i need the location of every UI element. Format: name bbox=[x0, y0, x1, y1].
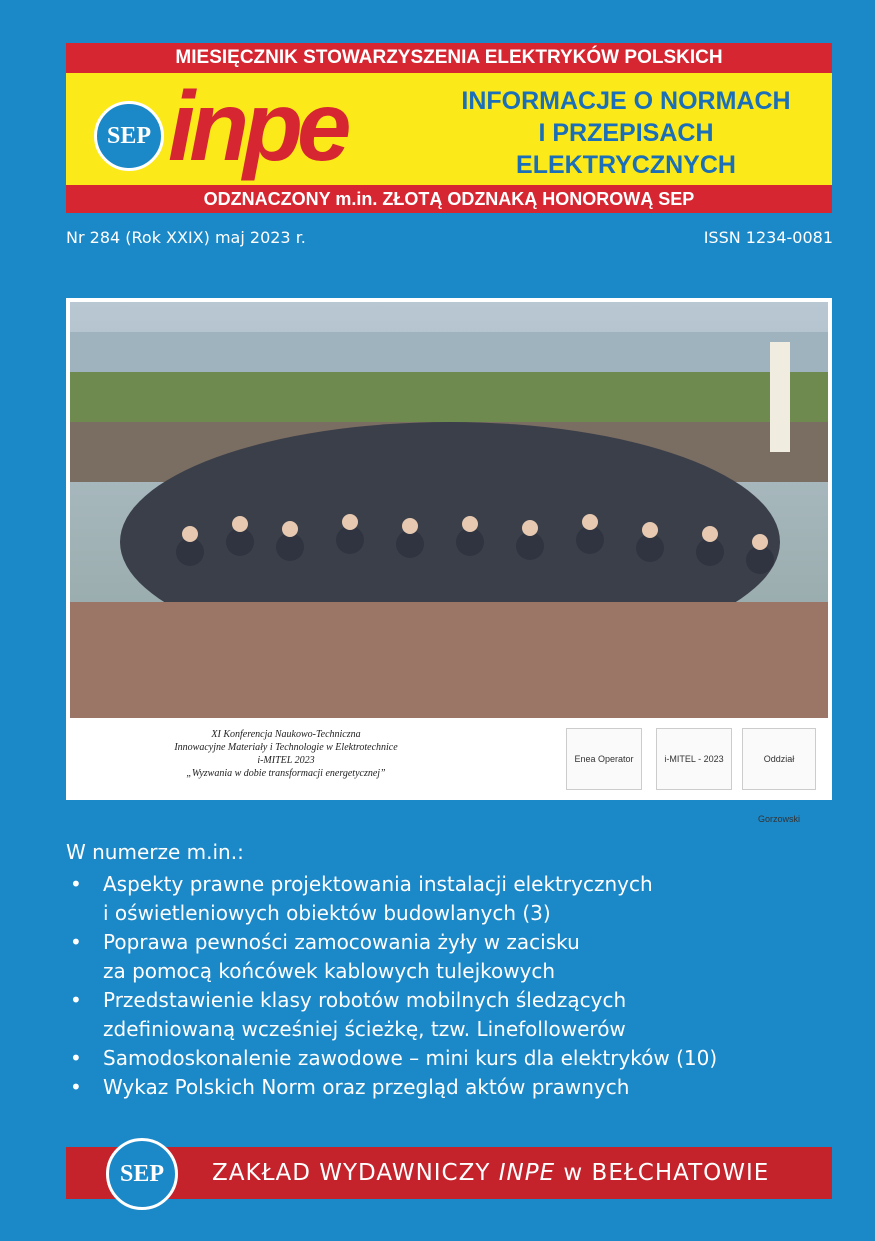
list-item-line: • Przedstawienie klasy robotów mobilnych śledzących bbox=[103, 988, 627, 1012]
caption-line: i-MITEL 2023 bbox=[257, 755, 315, 766]
list-item-line: • Aspekty prawne projektowania instalacji elektrycznych bbox=[103, 872, 653, 896]
publisher-name-post: w BEŁCHATOWIE bbox=[555, 1160, 770, 1186]
list-item-line: za pomocą końcówek kablowych tulejkowych bbox=[103, 959, 556, 983]
cover-photo bbox=[66, 298, 832, 824]
publisher-name-brand: INPE bbox=[498, 1160, 556, 1186]
list-item bbox=[66, 986, 846, 1044]
publisher-footer bbox=[66, 1147, 832, 1199]
list-item bbox=[66, 870, 846, 928]
sep-logo-icon: SEP bbox=[94, 101, 164, 171]
list-item-line: • Samodoskonalenie zawodowe – mini kurs dla elektryków (10) bbox=[103, 1046, 718, 1070]
caption-line: „Wyzwania w dobie transformacji energetycznej” bbox=[186, 768, 386, 779]
contents-title: W numerze m.in.: bbox=[66, 840, 244, 864]
list-item bbox=[66, 1044, 846, 1073]
caption-line: XI Konferencja Naukowo-Techniczna bbox=[211, 729, 361, 740]
tagline-line: I PRZEPISACH bbox=[538, 119, 714, 147]
publisher-name bbox=[212, 1147, 769, 1199]
masthead bbox=[66, 43, 832, 213]
contents-list bbox=[66, 870, 846, 1102]
sep-logo-icon: SEP bbox=[106, 1138, 178, 1210]
masthead-bottom-band: ODZNACZONY m.in. ZŁOTĄ ODZNAKĄ HONOROWĄ SEP bbox=[66, 185, 832, 213]
caption-line: Innowacyjne Materiały i Technologie w Elektrotechnice bbox=[174, 742, 398, 753]
masthead-tagline bbox=[426, 85, 826, 181]
group-photo-image bbox=[70, 302, 828, 718]
list-item-line: zdefiniowaną wcześniej ścieżkę, tzw. Linefollowerów bbox=[103, 1017, 626, 1041]
issue-number: Nr 284 (Rok XXIX) maj 2023 r. bbox=[66, 228, 306, 247]
list-item-line: i oświetleniowych obiektów budowlanych (3) bbox=[103, 901, 551, 925]
list-item bbox=[66, 1073, 846, 1102]
list-item-line: • Wykaz Polskich Norm oraz przegląd aktów prawnych bbox=[103, 1075, 630, 1099]
masthead-top-band: MIESIĘCZNIK STOWARZYSZENIA ELEKTRYKÓW POLSKICH bbox=[66, 43, 832, 73]
tagline-line: ELEKTRYCZNYCH bbox=[516, 151, 736, 179]
sponsor-logo-sep-gorzow: Oddział Gorzowski bbox=[742, 728, 816, 790]
publisher-name-pre: ZAKŁAD WYDAWNICZY bbox=[212, 1160, 499, 1186]
sponsor-logo-imitel: i-MITEL - 2023 bbox=[656, 728, 732, 790]
sponsor-logo-enea: Enea Operator bbox=[566, 728, 642, 790]
issn: ISSN 1234-0081 bbox=[703, 228, 833, 247]
list-item-line: • Poprawa pewności zamocowania żyły w zacisku bbox=[103, 930, 580, 954]
inpe-logo: inpe bbox=[168, 71, 346, 181]
list-item bbox=[66, 928, 846, 986]
photo-caption bbox=[166, 728, 406, 780]
tagline-line: INFORMACJE O NORMACH bbox=[461, 87, 791, 115]
